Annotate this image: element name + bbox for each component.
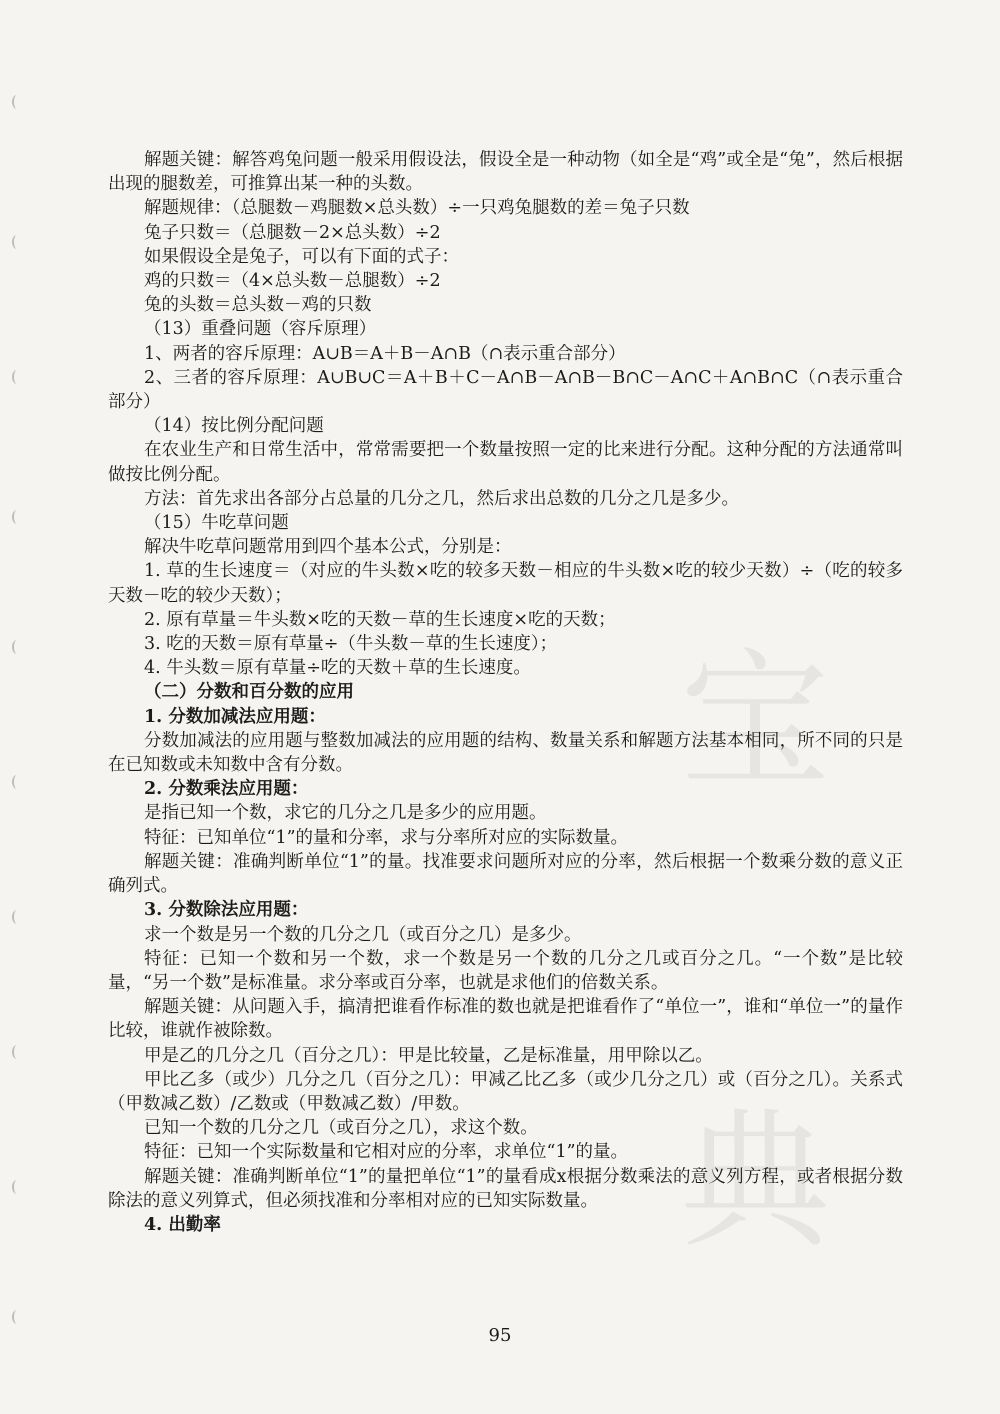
paragraph: 特征：已知单位“1”的量和分率，求与分率所对应的实际数量。 xyxy=(144,827,629,848)
subsection-heading: 2. 分数乘法应用题： xyxy=(144,779,309,800)
paragraph: 甲是乙的几分之几（百分之几）：甲是比较量，乙是标准量，用甲除以乙。 xyxy=(144,1045,713,1066)
punch-hole-mark xyxy=(12,1045,22,1059)
formula-item: 3. 吃的天数＝原有草量÷（牛头数－草的生长速度）； xyxy=(144,634,558,655)
paragraph: 解决牛吃草问题常用到四个基本公式，分别是： xyxy=(144,537,512,558)
paragraph: 1、两者的容斥原理：A∪B＝A＋B－A∩B（∩表示重合部分） xyxy=(144,343,626,364)
punch-hole-mark xyxy=(12,95,22,109)
paragraph: 方法：首先求出各部分占总量的几分之几，然后求出总数的几分之几是多少。 xyxy=(144,488,739,509)
document-body xyxy=(108,148,903,1237)
subsection-heading: 1. 分数加减法应用题： xyxy=(144,706,326,727)
paragraph: 已知一个数的几分之几（或百分之几），求这个数。 xyxy=(144,1118,538,1139)
paragraph: 2、三者的容斥原理：A∪B∪C＝A＋B＋C－A∩B－A∩B－B∩C－A∩C＋A∩B∩C（∩表示重合部分） xyxy=(108,367,903,413)
paragraph: 如果假设全是兔子，可以有下面的式子： xyxy=(144,246,459,267)
section-heading: （15）牛吃草问题 xyxy=(144,513,289,534)
paragraph: 分数加减法的应用题与整数加减法的应用题的结构、数量关系和解题方法基本相同，所不同的只是在已知数或未知数中含有分数。 xyxy=(108,730,903,776)
paragraph: 解题关键：准确判断单位“1”的量把单位“1”的量看成x根据分数乘法的意义列方程，或者根据分数除法的意义列算式，但必须找准和分率相对应的已知实际数量。 xyxy=(108,1166,903,1211)
paragraph: 在农业生产和日常生活中，常常需要把一个数量按照一定的比来进行分配。这种分配的方法通常叫做按比例分配。 xyxy=(108,440,903,485)
paragraph: 解题关键：从问题入手，搞清把谁看作标准的数也就是把谁看作了“单位一”，谁和“单位一”的量作比较，谁就作被除数。 xyxy=(108,997,903,1042)
page-number: 95 xyxy=(488,1325,512,1346)
punch-hole-mark xyxy=(12,370,22,384)
paragraph: 鸡的只数＝（4×总头数－总腿数）÷2 xyxy=(144,271,441,292)
punch-hole-mark xyxy=(12,1180,22,1194)
section-heading: （14）按比例分配问题 xyxy=(144,416,324,437)
punch-hole-mark xyxy=(12,640,22,654)
punch-hole-mark xyxy=(12,510,22,524)
punch-hole-mark xyxy=(12,775,22,789)
subsection-heading: 4. 出勤率 xyxy=(144,1214,221,1235)
watermark-glyph: 宝 xyxy=(680,635,831,809)
paragraph: 解题规律：（总腿数－鸡腿数×总头数）÷一只鸡兔腿数的差＝兔子只数 xyxy=(144,198,690,219)
paragraph: 解题关键：准确判断单位“1”的量。找准要求问题所对应的分率，然后根据一个数乘分数的意义正确列式。 xyxy=(108,851,903,897)
paragraph: 是指已知一个数，求它的几分之几是多少的应用题。 xyxy=(144,803,547,824)
punch-hole-mark xyxy=(12,235,22,249)
paragraph: 兔的头数＝总头数－鸡的只数 xyxy=(144,295,372,316)
formula-item: 2. 原有草量＝牛头数×吃的天数－草的生长速度×吃的天数； xyxy=(144,609,616,630)
formula-item: 1. 草的生长速度＝（对应的牛头数×吃的较多天数－相应的牛头数×吃的较少天数）÷（吃的较多天数－吃的较少天数）； xyxy=(108,561,903,606)
section-heading: （13）重叠问题（容斥原理） xyxy=(144,319,377,340)
punch-hole-mark xyxy=(12,910,22,924)
watermark-glyph: 典 xyxy=(680,1095,831,1269)
paragraph: 特征：已知一个数和另一个数，求一个数是另一个数的几分之几或百分之几。“一个数”是比较量，“另一个数”是标准量。求分率或百分率，也就是求他们的倍数关系。 xyxy=(108,948,903,993)
paragraph: 求一个数是另一个数的几分之几（或百分之几）是多少。 xyxy=(144,924,582,945)
punch-hole-mark xyxy=(12,1310,22,1324)
subsection-heading: 3. 分数除法应用题： xyxy=(144,900,309,921)
formula-item: 4. 牛头数＝原有草量÷吃的天数＋草的生长速度。 xyxy=(144,658,531,679)
paragraph: 兔子只数＝（总腿数－2×总头数）÷2 xyxy=(144,222,441,243)
paragraph: 特征：已知一个实际数量和它相对应的分率，求单位“1”的量。 xyxy=(144,1142,629,1163)
paragraph: 解题关键：解答鸡兔问题一般采用假设法，假设全是一种动物（如全是“鸡”或全是“兔”，然后根据出现的腿数差，可推算出某一种的头数。 xyxy=(108,150,903,195)
paragraph: 甲比乙多（或少）几分之几（百分之几）：甲减乙比乙多（或少几分之几）或（百分之几）。关系式（甲数减乙数）/乙数或（甲数减乙数）/甲数。 xyxy=(108,1069,903,1114)
section-heading: （二）分数和百分数的应用 xyxy=(144,682,354,703)
